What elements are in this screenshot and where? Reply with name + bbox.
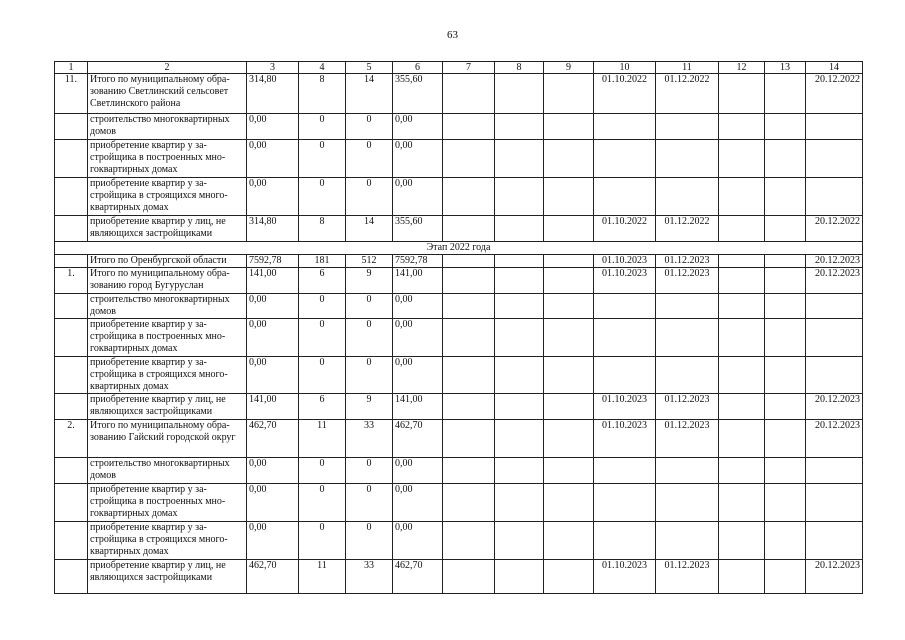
cell-col-8 xyxy=(495,178,544,216)
cell-col-4: 0 xyxy=(299,294,346,319)
cell-col-10 xyxy=(594,294,656,319)
cell-col-11 xyxy=(656,294,719,319)
cell-col-10: 01.10.2022 xyxy=(594,216,656,242)
cell-col-4: 6 xyxy=(299,268,346,294)
cell-col-10 xyxy=(594,458,656,484)
cell-col-10 xyxy=(594,319,656,357)
cell-col-3: 314,80 xyxy=(247,216,299,242)
cell-col-7 xyxy=(443,255,495,268)
cell-col-4: 0 xyxy=(299,522,346,560)
cell-col-13 xyxy=(765,319,806,357)
cell-col-7 xyxy=(443,357,495,394)
cell-col-14 xyxy=(806,319,863,357)
cell-col-1 xyxy=(55,560,88,594)
cell-col-2: приобретение квартир у лиц, не являющихся застройщиками xyxy=(88,394,247,420)
cell-col-2: приобретение квартир у за-стройщика в построенных мно-гоквартирных домах xyxy=(88,319,247,357)
stage-title: Этап 2022 года xyxy=(55,242,863,255)
header-cell: 3 xyxy=(247,62,299,74)
cell-col-1 xyxy=(55,178,88,216)
cell-col-4: 181 xyxy=(299,255,346,268)
cell-col-6: 0,00 xyxy=(393,178,443,216)
cell-col-2: приобретение квартир у лиц, не являющихся застройщиками xyxy=(88,560,247,594)
cell-col-10: 01.10.2023 xyxy=(594,394,656,420)
cell-col-9 xyxy=(544,394,594,420)
cell-col-3: 0,00 xyxy=(247,484,299,522)
cell-col-14: 20.12.2023 xyxy=(806,268,863,294)
cell-col-13 xyxy=(765,458,806,484)
cell-col-12 xyxy=(719,319,765,357)
cell-col-4: 8 xyxy=(299,216,346,242)
cell-col-11 xyxy=(656,357,719,394)
cell-col-14 xyxy=(806,522,863,560)
cell-col-13 xyxy=(765,178,806,216)
cell-col-7 xyxy=(443,394,495,420)
cell-col-5: 14 xyxy=(346,216,393,242)
cell-col-4: 0 xyxy=(299,114,346,140)
cell-col-8 xyxy=(495,560,544,594)
cell-col-6: 0,00 xyxy=(393,458,443,484)
cell-col-6: 0,00 xyxy=(393,357,443,394)
table-row xyxy=(55,484,863,522)
cell-col-1 xyxy=(55,458,88,484)
cell-col-10 xyxy=(594,178,656,216)
cell-col-5: 0 xyxy=(346,319,393,357)
column-number-header xyxy=(55,62,863,74)
cell-col-2: приобретение квартир у за-стройщика в построенных мно-гоквартирных домах xyxy=(88,140,247,178)
cell-col-1 xyxy=(55,216,88,242)
program-table xyxy=(54,61,863,594)
cell-col-10: 01.10.2023 xyxy=(594,268,656,294)
cell-col-5: 0 xyxy=(346,140,393,178)
header-cell: 1 xyxy=(55,62,88,74)
cell-col-9 xyxy=(544,420,594,458)
cell-col-4: 0 xyxy=(299,458,346,484)
cell-col-1 xyxy=(55,357,88,394)
cell-col-8 xyxy=(495,140,544,178)
cell-col-14 xyxy=(806,140,863,178)
cell-col-13 xyxy=(765,484,806,522)
cell-col-11 xyxy=(656,458,719,484)
cell-col-12 xyxy=(719,420,765,458)
cell-col-14 xyxy=(806,114,863,140)
cell-col-2: Итого по муниципальному обра-зованию Светлинский сельсовет Светлинского района xyxy=(88,74,247,114)
cell-col-4: 11 xyxy=(299,420,346,458)
cell-col-5: 0 xyxy=(346,178,393,216)
cell-col-11: 01.12.2022 xyxy=(656,216,719,242)
header-cell: 9 xyxy=(544,62,594,74)
cell-col-3: 141,00 xyxy=(247,394,299,420)
cell-col-9 xyxy=(544,458,594,484)
cell-col-12 xyxy=(719,255,765,268)
cell-col-4: 0 xyxy=(299,357,346,394)
cell-col-1 xyxy=(55,394,88,420)
cell-col-1 xyxy=(55,484,88,522)
cell-col-6: 0,00 xyxy=(393,522,443,560)
cell-col-5: 33 xyxy=(346,420,393,458)
cell-col-11 xyxy=(656,319,719,357)
cell-col-8 xyxy=(495,114,544,140)
cell-col-9 xyxy=(544,268,594,294)
cell-col-9 xyxy=(544,560,594,594)
header-cell: 11 xyxy=(656,62,719,74)
table-row xyxy=(55,140,863,178)
table-row xyxy=(55,268,863,294)
header-cell: 6 xyxy=(393,62,443,74)
header-cell: 7 xyxy=(443,62,495,74)
cell-col-8 xyxy=(495,74,544,114)
cell-col-9 xyxy=(544,522,594,560)
cell-col-2: Итого по муниципальному обра-зованию Гайский городской округ xyxy=(88,420,247,458)
cell-col-6: 462,70 xyxy=(393,420,443,458)
cell-col-5: 0 xyxy=(346,294,393,319)
cell-col-13 xyxy=(765,294,806,319)
cell-col-14 xyxy=(806,458,863,484)
table-row xyxy=(55,319,863,357)
header-cell: 5 xyxy=(346,62,393,74)
cell-col-7 xyxy=(443,74,495,114)
table-row xyxy=(55,522,863,560)
cell-col-9 xyxy=(544,255,594,268)
header-cell: 8 xyxy=(495,62,544,74)
cell-col-10 xyxy=(594,484,656,522)
table-body xyxy=(55,62,863,594)
cell-col-7 xyxy=(443,484,495,522)
cell-col-9 xyxy=(544,484,594,522)
cell-col-9 xyxy=(544,178,594,216)
table-row xyxy=(55,114,863,140)
cell-col-6: 141,00 xyxy=(393,268,443,294)
table-row xyxy=(55,420,863,458)
header-cell: 13 xyxy=(765,62,806,74)
cell-col-6: 355,60 xyxy=(393,216,443,242)
cell-col-3: 0,00 xyxy=(247,140,299,178)
cell-col-12 xyxy=(719,268,765,294)
cell-col-13 xyxy=(765,357,806,394)
cell-col-5: 9 xyxy=(346,394,393,420)
cell-col-8 xyxy=(495,458,544,484)
cell-col-11 xyxy=(656,178,719,216)
cell-col-5: 14 xyxy=(346,74,393,114)
cell-col-12 xyxy=(719,114,765,140)
cell-col-12 xyxy=(719,394,765,420)
cell-col-7 xyxy=(443,420,495,458)
cell-col-13 xyxy=(765,74,806,114)
cell-col-1 xyxy=(55,294,88,319)
cell-col-1: 1. xyxy=(55,268,88,294)
cell-col-12 xyxy=(719,178,765,216)
cell-col-5: 0 xyxy=(346,114,393,140)
cell-col-2: приобретение квартир у за-стройщика в строящихся много-квартирных домах xyxy=(88,522,247,560)
cell-col-6: 355,60 xyxy=(393,74,443,114)
cell-col-10: 01.10.2023 xyxy=(594,255,656,268)
cell-col-3: 0,00 xyxy=(247,458,299,484)
cell-col-14: 20.12.2023 xyxy=(806,255,863,268)
cell-col-14: 20.12.2023 xyxy=(806,560,863,594)
cell-col-12 xyxy=(719,294,765,319)
cell-col-7 xyxy=(443,114,495,140)
cell-col-13 xyxy=(765,255,806,268)
cell-col-9 xyxy=(544,319,594,357)
cell-col-1 xyxy=(55,255,88,268)
cell-col-1 xyxy=(55,319,88,357)
cell-col-8 xyxy=(495,255,544,268)
cell-col-13 xyxy=(765,420,806,458)
cell-col-1 xyxy=(55,522,88,560)
cell-col-6: 7592,78 xyxy=(393,255,443,268)
cell-col-13 xyxy=(765,216,806,242)
cell-col-5: 512 xyxy=(346,255,393,268)
table-row xyxy=(55,74,863,114)
cell-col-7 xyxy=(443,294,495,319)
cell-col-11: 01.12.2023 xyxy=(656,268,719,294)
cell-col-9 xyxy=(544,357,594,394)
cell-col-14: 20.12.2022 xyxy=(806,74,863,114)
cell-col-8 xyxy=(495,420,544,458)
table-row xyxy=(55,294,863,319)
cell-col-10 xyxy=(594,357,656,394)
header-cell: 4 xyxy=(299,62,346,74)
cell-col-9 xyxy=(544,74,594,114)
cell-col-7 xyxy=(443,458,495,484)
cell-col-5: 9 xyxy=(346,268,393,294)
cell-col-1: 2. xyxy=(55,420,88,458)
table-row xyxy=(55,394,863,420)
cell-col-8 xyxy=(495,319,544,357)
cell-col-10 xyxy=(594,114,656,140)
cell-col-8 xyxy=(495,522,544,560)
cell-col-7 xyxy=(443,268,495,294)
cell-col-12 xyxy=(719,216,765,242)
cell-col-12 xyxy=(719,74,765,114)
cell-col-3: 141,00 xyxy=(247,268,299,294)
header-cell: 2 xyxy=(88,62,247,74)
cell-col-13 xyxy=(765,522,806,560)
cell-col-11 xyxy=(656,114,719,140)
cell-col-8 xyxy=(495,294,544,319)
cell-col-6: 0,00 xyxy=(393,484,443,522)
cell-col-2: Итого по Оренбургской области xyxy=(88,255,247,268)
cell-col-12 xyxy=(719,357,765,394)
cell-col-12 xyxy=(719,458,765,484)
cell-col-13 xyxy=(765,268,806,294)
cell-col-8 xyxy=(495,484,544,522)
cell-col-8 xyxy=(495,394,544,420)
cell-col-7 xyxy=(443,522,495,560)
cell-col-10: 01.10.2022 xyxy=(594,74,656,114)
cell-col-2: приобретение квартир у за-стройщика в строящихся много-квартирных домах xyxy=(88,178,247,216)
table-row xyxy=(55,560,863,594)
header-cell: 14 xyxy=(806,62,863,74)
cell-col-2: строительство многоквартирных домов xyxy=(88,294,247,319)
cell-col-13 xyxy=(765,394,806,420)
cell-col-11 xyxy=(656,140,719,178)
cell-col-11 xyxy=(656,484,719,522)
cell-col-11: 01.12.2022 xyxy=(656,74,719,114)
cell-col-14 xyxy=(806,484,863,522)
cell-col-4: 0 xyxy=(299,484,346,522)
cell-col-7 xyxy=(443,178,495,216)
header-cell: 10 xyxy=(594,62,656,74)
cell-col-6: 462,70 xyxy=(393,560,443,594)
cell-col-3: 0,00 xyxy=(247,178,299,216)
cell-col-11: 01.12.2023 xyxy=(656,420,719,458)
cell-col-11: 01.12.2023 xyxy=(656,255,719,268)
cell-col-3: 462,70 xyxy=(247,420,299,458)
cell-col-1: 11. xyxy=(55,74,88,114)
cell-col-2: приобретение квартир у за-стройщика в строящихся много-квартирных домах xyxy=(88,357,247,394)
cell-col-7 xyxy=(443,140,495,178)
cell-col-6: 0,00 xyxy=(393,294,443,319)
cell-col-13 xyxy=(765,560,806,594)
cell-col-9 xyxy=(544,140,594,178)
cell-col-8 xyxy=(495,216,544,242)
cell-col-4: 0 xyxy=(299,319,346,357)
cell-col-6: 0,00 xyxy=(393,140,443,178)
cell-col-3: 0,00 xyxy=(247,357,299,394)
cell-col-9 xyxy=(544,216,594,242)
cell-col-3: 314,80 xyxy=(247,74,299,114)
cell-col-2: строительство многоквартирных домов xyxy=(88,458,247,484)
cell-col-3: 0,00 xyxy=(247,319,299,357)
cell-col-2: Итого по муниципальному обра-зованию город Бугуруслан xyxy=(88,268,247,294)
cell-col-4: 11 xyxy=(299,560,346,594)
cell-col-8 xyxy=(495,268,544,294)
cell-col-5: 0 xyxy=(346,357,393,394)
cell-col-2: приобретение квартир у лиц, не являющихся застройщиками xyxy=(88,216,247,242)
cell-col-14: 20.12.2022 xyxy=(806,216,863,242)
cell-col-4: 8 xyxy=(299,74,346,114)
cell-col-7 xyxy=(443,319,495,357)
table-row xyxy=(55,216,863,242)
cell-col-5: 0 xyxy=(346,458,393,484)
cell-col-5: 0 xyxy=(346,522,393,560)
cell-col-13 xyxy=(765,140,806,178)
cell-col-3: 0,00 xyxy=(247,294,299,319)
cell-col-11: 01.12.2023 xyxy=(656,560,719,594)
stage-row xyxy=(55,242,863,255)
cell-col-2: приобретение квартир у за-стройщика в построенных мно-гоквартирных домах xyxy=(88,484,247,522)
cell-col-3: 0,00 xyxy=(247,522,299,560)
cell-col-6: 0,00 xyxy=(393,319,443,357)
cell-col-9 xyxy=(544,294,594,319)
cell-col-12 xyxy=(719,140,765,178)
cell-col-3: 7592,78 xyxy=(247,255,299,268)
cell-col-14 xyxy=(806,178,863,216)
cell-col-8 xyxy=(495,357,544,394)
cell-col-4: 0 xyxy=(299,178,346,216)
cell-col-12 xyxy=(719,522,765,560)
cell-col-11 xyxy=(656,522,719,560)
cell-col-14 xyxy=(806,357,863,394)
cell-col-6: 0,00 xyxy=(393,114,443,140)
cell-col-12 xyxy=(719,484,765,522)
page-number: 63 xyxy=(447,29,458,41)
cell-col-2: строительство многоквартирных домов xyxy=(88,114,247,140)
cell-col-1 xyxy=(55,140,88,178)
cell-col-4: 0 xyxy=(299,140,346,178)
cell-col-7 xyxy=(443,216,495,242)
cell-col-4: 6 xyxy=(299,394,346,420)
cell-col-12 xyxy=(719,560,765,594)
cell-col-14 xyxy=(806,294,863,319)
cell-col-7 xyxy=(443,560,495,594)
cell-col-11: 01.12.2023 xyxy=(656,394,719,420)
cell-col-10 xyxy=(594,140,656,178)
cell-col-10: 01.10.2023 xyxy=(594,420,656,458)
cell-col-3: 462,70 xyxy=(247,560,299,594)
table-row xyxy=(55,458,863,484)
cell-col-3: 0,00 xyxy=(247,114,299,140)
cell-col-10: 01.10.2023 xyxy=(594,560,656,594)
table-row xyxy=(55,178,863,216)
cell-col-14: 20.12.2023 xyxy=(806,394,863,420)
cell-col-6: 141,00 xyxy=(393,394,443,420)
cell-col-13 xyxy=(765,114,806,140)
cell-col-5: 0 xyxy=(346,484,393,522)
table-row xyxy=(55,357,863,394)
header-cell: 12 xyxy=(719,62,765,74)
cell-col-10 xyxy=(594,522,656,560)
cell-col-5: 33 xyxy=(346,560,393,594)
cell-col-1 xyxy=(55,114,88,140)
cell-col-9 xyxy=(544,114,594,140)
table-row xyxy=(55,255,863,268)
cell-col-14: 20.12.2023 xyxy=(806,420,863,458)
